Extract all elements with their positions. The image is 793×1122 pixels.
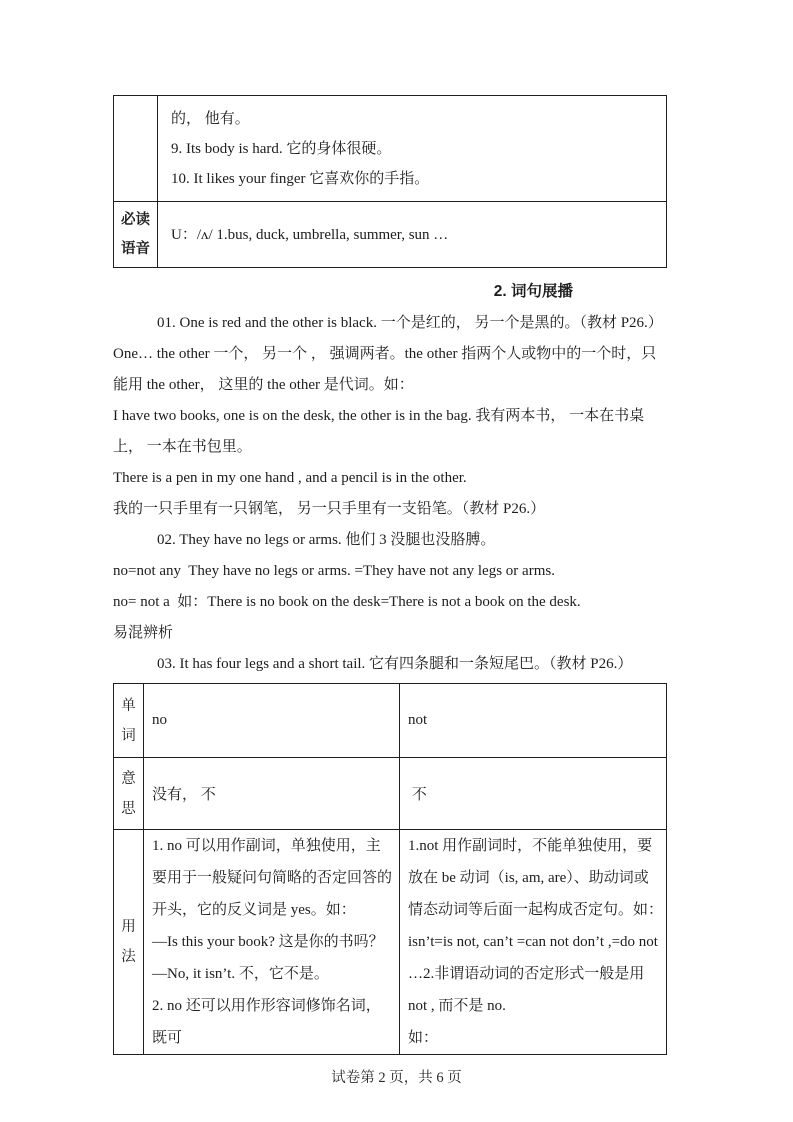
paragraph: 03. It has four legs and a short tail. 它有四条腿和一条短尾巴。（教材 P26.） [157,656,633,672]
header-char: 单 [121,697,136,714]
word-not-cell: not [400,684,667,758]
phonics-table [113,95,667,268]
pronunciation-text: U：/ʌ/ 1.bus, duck, umbrella, summer, sun … [171,226,449,243]
paragraph: 01. One is red and the other is black. 一个是红的， 另一个是黑的。（教材 P26.） [157,315,663,331]
page-number-footer: 试卷第 2 页，共 6 页 [331,1070,462,1086]
usage-paragraph: 如： [408,1030,439,1046]
pronunciation-header-cell [114,202,158,268]
meaning-no-cell: 没有， 不 [144,758,400,830]
header-char: 意 [121,770,136,787]
header-char: 思 [121,800,136,817]
pronunciation-cell [158,202,667,268]
paragraph: There is a pen in my one hand , and a pencil is in the other. [113,470,467,486]
usage-paragraph: 1.not 用作副词时，不能单独使用，要放在 be 动词（is, am, are）、助动词或情态动词等后面一起构成否定句。如： isn’t=is not, can’t =can not don’t ,=do not …2.非谓语动词的否定形式一般是用 not , 而不是 no. [408,838,671,1014]
body-paragraphs [113,308,667,680]
no-not-compare-table [113,683,671,1055]
usage-no-cell [144,830,414,1055]
paragraph: no= not a 如：There is no book on the desk=There is not a book on the desk. [113,594,581,610]
header-char: 用 [121,919,136,935]
header-line: 必读 [121,211,150,228]
sentence-line: 10. It likes your finger 它喜欢你的手指。 [171,170,430,187]
row-header-meaning [114,758,144,830]
header-line: 语音 [121,240,150,257]
sentence-list-cell [158,96,667,202]
paragraph: 易混辨析 [113,625,174,641]
usage-not-cell [400,830,671,1055]
paragraph: 我的一只手里有一只钢笔， 另一只手里有一支铅笔。（教材 P26.） [113,501,546,517]
table-row [114,96,667,202]
paragraph: One… the other 一个， 另一个 ， 强调两者。the other 指两个人或物中的一个时，只能用 the other， 这里的 the other 是代词。如： [113,346,657,393]
table-header-cell-empty [114,96,158,202]
paragraph: I have two books, one is on the desk, the other is in the bag. 我有两本书， 一本在书桌上， 一本在书包里。 [113,408,645,455]
paragraph: no=not any They have no legs or arms. =They have not any legs or arms. [113,563,555,579]
table-row-word [114,684,667,758]
sentence-line: 9. Its body is hard. 它的身体很硬。 [171,140,392,157]
header-char: 词 [121,727,136,744]
usage-paragraph: 1. no 可以用作副词，单独使用，主要用于一般疑问句简略的否定回答的开头，它的反义词是 yes。如： —Is this your book? 这是你的书吗？ —No, it isn’t. 不，它不是。 [152,838,414,982]
table-row-meaning [114,758,667,830]
usage-paragraph: 2. no 还可以用作形容词修饰名词，既可 [152,998,381,1046]
meaning-not-cell: 不 [400,758,667,830]
table-row-usage [114,830,667,1055]
row-header-usage [114,830,144,1055]
table-row [114,202,667,268]
page-content [113,95,671,1055]
header-char: 法 [121,949,136,965]
sentence-line: 的， 他有。 [171,110,250,127]
row-header-word [114,684,144,758]
word-no-cell: no [144,684,400,758]
section-heading: 2. 词句展播 [493,283,573,300]
paragraph: 02. They have no legs or arms. 他们 3 没腿也没胳膊。 [157,532,496,548]
